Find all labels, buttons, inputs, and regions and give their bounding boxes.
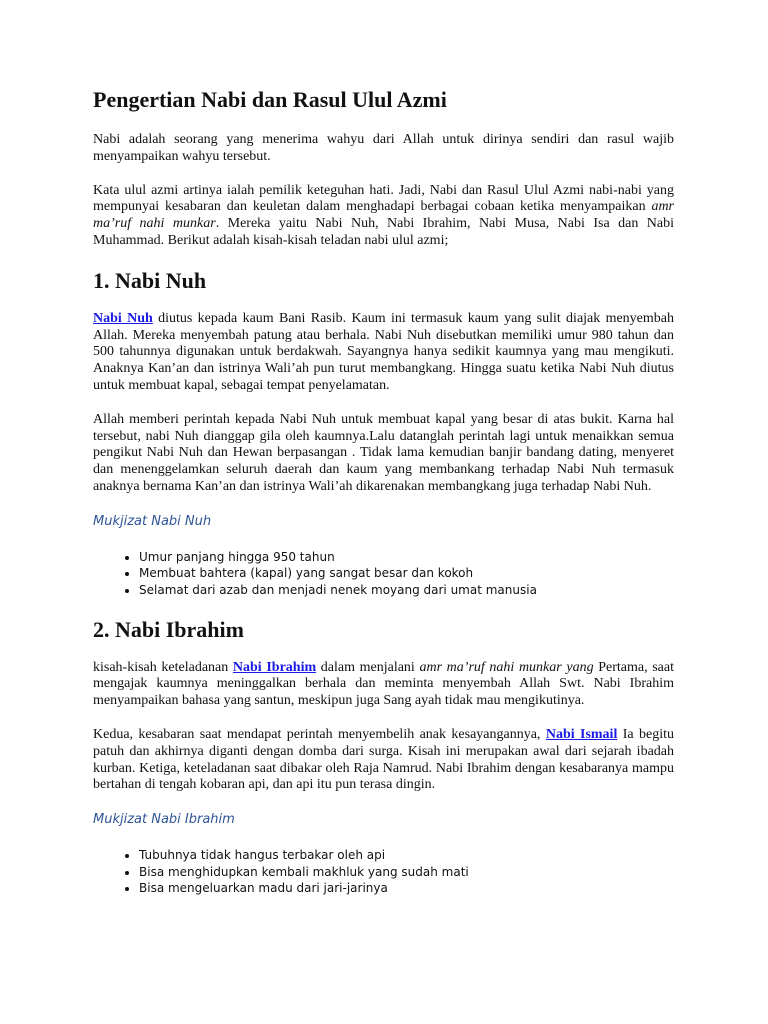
intro-text-b: . Mereka yaitu Nabi Nuh, Nabi Ibrahim, Nabi Musa, Nabi Isa dan Nabi Muhammad. Berikut adalah kisah-kisah teladan nabi ulul azmi; [93,216,675,248]
ibrahim-paragraph-2 [93,727,674,794]
ibrahim-p1-text-c: Pertama, saat mengajak kaumnya meninggalkan berhala dan meminta menyembah Allah Swt. Nabi Ibrahim menyampaikan bahasa yang santun, meskipun juga Sang ayah tidak mau mengikutinya. [93,659,674,709]
nuh-paragraph-1 [93,311,674,395]
ibrahim-p1-text-a: kisah-kisah keteladanan [93,659,233,675]
mukjizat-nabi-ibrahim-heading: Mukjizat Nabi Ibrahim [93,812,235,828]
intro-emphasis: amr ma’ruf nahi munkar [93,199,674,232]
nabi-ismail-link[interactable]: Nabi Ismail [545,726,618,742]
nuh-paragraph-1-text: diutus kepada kaum Bani Rasib. Kaum ini termasuk kaum yang sulit diajak menyembah Allah. Mereka menyembah patung atau berhala. Nabi Nuh disebutkan memiliki umur 980 tahun dan 500 tahunnya digunakan untuk berdakwah. Sayangnya hanya sedikit kaumnya yang mau mengikuti. Anaknya Kan’an dan istrinya Wali’ah pun turut membangkang. Hingga suatu ketika Nabi Nuh diutus untuk membuat kapal, sebagai tempat penyelamatan. [93,310,674,393]
nabi-ibrahim-link[interactable]: Nabi Ibrahim [232,659,317,675]
mukjizat-nabi-nuh-heading: Mukjizat Nabi Nuh [93,513,212,529]
ibrahim-p1-text-b: dalam menjalani [316,659,420,675]
section-heading-nabi-ibrahim: 2. Nabi Ibrahim [93,616,244,642]
intro-paragraph-2 [93,183,674,250]
intro-text-a: Kata ulul azmi artinya ialah pemilik keteguhan hati. Jadi, Nabi dan Rasul Ulul Azmi nabi-nabi yang mempunyai kesabaran dan keuletan dalam menghadapi berbagai cobaan ketika menyampaikan [93,182,674,215]
list-item: • Membuat bahtera (kapal) yang sangat besar dan kokoh [139,565,674,582]
ibrahim-paragraph-1 [93,660,674,710]
nabi-nuh-link[interactable]: Nabi Nuh [93,310,153,326]
list-item: • Umur panjang hingga 950 tahun [139,549,674,566]
mukjizat-nabi-ibrahim-list [93,847,674,897]
nuh-paragraph-2: Allah memberi perintah kepada Nabi Nuh untuk membuat kapal yang besar di atas bukit. Karna hal tersebut, nabi Nuh dianggap gila oleh kaumnya.Lalu datanglah perintah lagi untuk menaikkan semua pengikut Nabi Nuh dan Hewan berpasangan . Tidak lama kemudian banjir bandang dating, menyeret dan menenggelamkan seluruh daerah dan kaum yang membankang terhadap Nabi Nuh termasuk anaknya bernama Kan’an dan istrinya Wali’ah dikarenakan membangkang juga terhadap Nabi Nuh. [93,411,674,494]
mukjizat-nabi-nuh-list [93,549,674,599]
list-item: • Bisa mengeluarkan madu dari jari-jarinya [139,880,674,897]
document-page [93,86,674,914]
ibrahim-p1-emphasis: amr ma’ruf nahi munkar yang [419,659,594,675]
section-heading-nabi-nuh: 1. Nabi Nuh [93,267,207,293]
list-item: • Tubuhnya tidak hangus terbakar oleh api [139,847,674,864]
ibrahim-p2-text-a: Kedua, kesabaran saat mendapat perintah menyembelih anak kesayangannya, [93,726,546,742]
list-item: • Selamat dari azab dan menjadi nenek moyang dari umat manusia [139,582,674,599]
list-item: • Bisa menghidupkan kembali makhluk yang sudah mati [139,864,674,881]
ibrahim-p2-text-b: Ia begitu patuh dan akhirnya diganti dengan domba dari surga. Kisah ini merupakan awal dari sejarah ibadah kurban. Ketiga, keteladanan saat dibakar oleh Raja Namrud. Nabi Ibrahim dengan kesabaranya mampu bertahan di tengah kobaran api, dan api itu pun terasa dingin. [93,726,674,793]
intro-paragraph-1: Nabi adalah seorang yang menerima wahyu dari Allah untuk dirinya sendiri dan rasul wajib menyampaikan wahyu tersebut. [93,132,674,164]
page-title: Pengertian Nabi dan Rasul Ulul Azmi [93,87,447,112]
